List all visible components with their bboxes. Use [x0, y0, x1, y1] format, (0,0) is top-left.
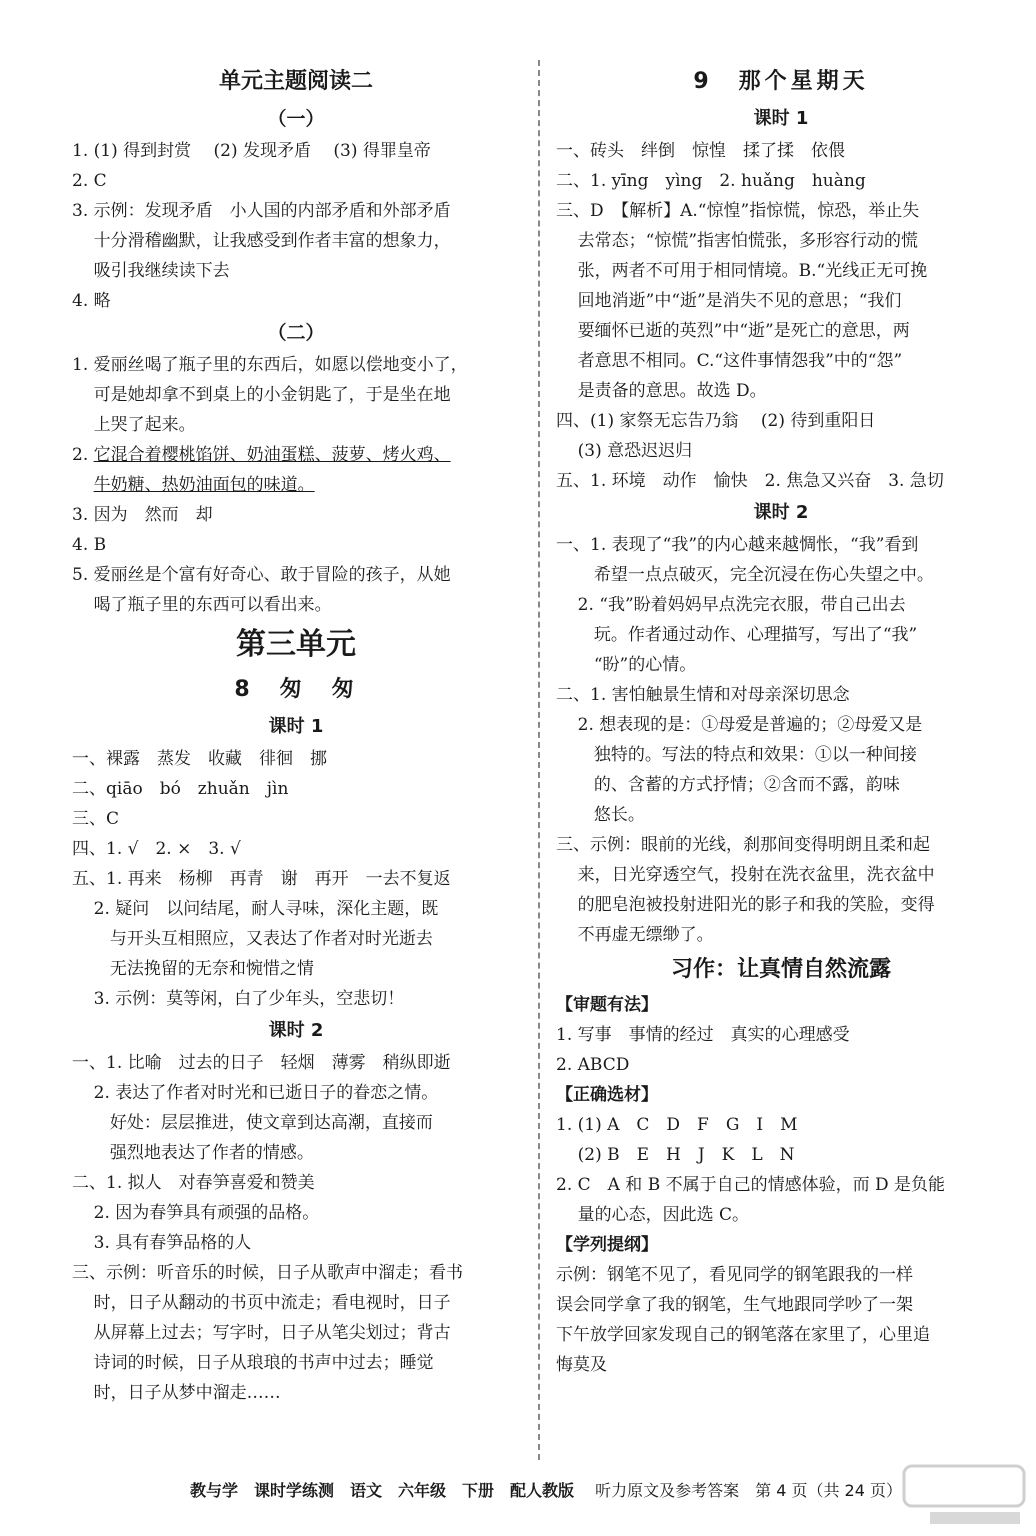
column-divider	[538, 60, 540, 1460]
left-column	[72, 62, 520, 1408]
answer-line: 量的心态，因此选 C。	[556, 1205, 750, 1225]
underlined-answer: 牛奶糖、热奶油面包的味道。	[93, 475, 315, 495]
page-footer	[190, 1478, 902, 1501]
answer-line: 二、1. 害怕触景生情和对母亲深切思念	[556, 685, 850, 705]
answer-line: 上哭了起来。	[72, 415, 196, 435]
answer-line: 悔莫及	[556, 1355, 607, 1375]
answer-line: 4. 略	[72, 291, 111, 311]
answer-line: 1. 爱丽丝喝了瓶子里的东西后，如愿以偿地变小了，	[72, 355, 468, 375]
answer-line: 2. 因为春笋具有顽强的品格。	[72, 1203, 320, 1223]
answer-line: 3. 示例：发现矛盾 小人国的内部矛盾和外部矛盾	[72, 201, 451, 221]
lesson-title: 9 那个星期天	[693, 69, 869, 94]
answer-line: 五、1. 再来 杨柳 再青 谢 再开 一去不复返	[72, 869, 451, 889]
answer-line: 回地消逝”中“逝”是消失不见的意思；“我们	[556, 291, 902, 311]
underlined-answer: 它混合着樱桃馅饼、奶油蛋糕、菠萝、烤火鸡、	[93, 445, 451, 465]
answer-line: 1. (1) 得到封赏 (2) 发现矛盾 (3) 得罪皇帝	[72, 141, 431, 161]
answer-line: 3. 因为 然而 却	[72, 505, 213, 525]
answer-line: 3. 具有春笋品格的人	[72, 1233, 252, 1253]
bracket-section-label: 【学列提纲】	[556, 1235, 658, 1255]
answer-line: 喝了瓶子里的东西可以看出来。	[72, 595, 332, 615]
answer-line: 三、C	[72, 809, 120, 829]
answer-line: 下午放学回家发现自己的钢笔落在家里了，心里追	[556, 1325, 930, 1345]
answer-line: 玩。作者通过动作、心理描写，写出了“我”	[556, 625, 918, 645]
answer-line: 一、1. 表现了“我”的内心越来越惆怅，“我”看到	[556, 535, 919, 555]
answer-line: 示例：钢笔不见了，看见同学的钢笔跟我的一样	[556, 1265, 913, 1285]
answer-line: 时，日子从翻动的书页中流走；看电视时，日子	[72, 1293, 451, 1313]
answer-line: 2. ABCD	[556, 1055, 630, 1075]
answer-line: 4. B	[72, 535, 107, 555]
answer-line: 的、含蓄的方式抒情；②含而不露，韵味	[556, 775, 900, 795]
answer-line: 2. C	[72, 171, 107, 191]
answer-line: 四、1. √ 2. × 3. √	[72, 839, 241, 859]
answer-line	[72, 440, 520, 470]
answer-line: 与开头互相照应，又表达了作者对时光逝去	[72, 929, 433, 949]
answer-line: 5. 爱丽丝是个富有好奇心、敢于冒险的孩子，从她	[72, 565, 451, 585]
answer-line: 一、砖头 绊倒 惊惶 揉了揉 依偎	[556, 141, 845, 161]
answer-line: 独特的。写法的特点和效果：①以一种间接	[556, 745, 917, 765]
answer-line: 时，日子从梦中溜走……	[72, 1383, 281, 1403]
answer-line: 吸引我继续读下去	[72, 261, 230, 281]
answer-line: 1. 写事 事情的经过 真实的心理感受	[556, 1025, 850, 1045]
answer-line: 2. C A 和 B 不属于自己的情感体验，而 D 是负能	[556, 1175, 946, 1195]
answer-line: 五、1. 环境 动作 愉快 2. 焦急又兴奋 3. 急切	[556, 471, 944, 491]
answer-line: 1. (1) A C D F G I M	[556, 1115, 798, 1135]
footer-brand: 教与学 课时学练测 语文 六年级 下册 配人教版	[190, 1481, 575, 1500]
subsection-heading: （一）	[267, 108, 325, 130]
answer-line: 希望一点点破灭，完全沉浸在伤心失望之中。	[556, 565, 934, 585]
answer-prefix: 2.	[72, 445, 94, 465]
lesson-title: 8 匆 匆	[234, 677, 358, 702]
answer-line: 三、示例：听音乐的时候，日子从歌声中溜走；看书	[72, 1263, 463, 1283]
answer-line: 张，两者不可用于相同情境。B.“光线正无可挽	[556, 261, 928, 281]
answer-line: (2) B E H J K L N	[556, 1145, 795, 1165]
answer-line: 可是她却拿不到桌上的小金钥匙了，于是坐在地	[72, 385, 451, 405]
answer-line: 从屏幕上过去；写字时，日子从笔尖划过；背古	[72, 1323, 451, 1343]
answer-line: 三、示例：眼前的光线，刹那间变得明朗且柔和起	[556, 835, 930, 855]
section-heading: 习作：让真情自然流露	[670, 957, 891, 982]
footer-page-info: 听力原文及参考答案 第 4 页（共 24 页）	[595, 1481, 902, 1500]
answer-line: 去常态；“惊慌”指害怕慌张，多形容行动的慌	[556, 231, 919, 251]
watermark-logo-icon	[900, 1462, 1028, 1528]
answer-line: 无法挽留的无奈和惋惜之情	[72, 959, 314, 979]
unit-title: 第三单元	[236, 627, 356, 662]
section-heading: 单元主题阅读二	[218, 69, 373, 94]
answer-line: 2. 表达了作者对时光和已逝日子的眷恋之情。	[72, 1083, 439, 1103]
answer-line: 二、qiāo bó zhuǎn jìn	[72, 779, 289, 799]
answer-line: 是责备的意思。故选 D。	[556, 381, 767, 401]
answer-line: 2. 疑问 以问结尾，耐人寻味，深化主题，既	[72, 899, 439, 919]
subsection-heading: （二）	[267, 322, 325, 344]
answer-line	[72, 470, 520, 500]
class-period-heading: 课时 2	[753, 502, 809, 523]
answer-line: (3) 意恐迟迟归	[556, 441, 693, 461]
answer-line: 要缅怀已逝的英烈”中“逝”是死亡的意思，两	[556, 321, 910, 341]
answer-line: 一、裸露 蒸发 收藏 徘徊 挪	[72, 749, 327, 769]
answer-line: 来，日光穿透空气，投射在洗衣盆里，洗衣盆中	[556, 865, 935, 885]
answer-line: 四、(1) 家祭无忘告乃翁 (2) 待到重阳日	[556, 411, 876, 431]
answer-line: 一、1. 比喻 过去的日子 轻烟 薄雾 稍纵即逝	[72, 1053, 451, 1073]
right-column	[556, 62, 1006, 1380]
bracket-section-label: 【正确选材】	[556, 1085, 658, 1105]
bracket-section-label: 【审题有法】	[556, 995, 658, 1015]
answer-line: 的肥皂泡被投射进阳光的影子和我的笑脸，变得	[556, 895, 935, 915]
answer-line: 2. “我”盼着妈妈早点洗完衣服，带自己出去	[556, 595, 906, 615]
answer-line: 十分滑稽幽默，让我感受到作者丰富的想象力，	[72, 231, 451, 251]
answer-line: 二、1. 拟人 对春笋喜爱和赞美	[72, 1173, 315, 1193]
class-period-heading: 课时 2	[268, 1020, 324, 1041]
answer-line: 误会同学拿了我的钢笔，生气地跟同学吵了一架	[556, 1295, 913, 1315]
class-period-heading: 课时 1	[268, 716, 324, 737]
answer-line: “盼”的心情。	[556, 655, 697, 675]
answer-prefix	[72, 475, 94, 495]
answer-line: 2. 想表现的是：①母爱是普遍的；②母爱又是	[556, 715, 923, 735]
answer-line: 悠长。	[556, 805, 645, 825]
answer-line: 三、D 【解析】A.“惊惶”指惊慌，惊恐，举止失	[556, 201, 920, 221]
answer-line: 不再虚无缥缈了。	[556, 925, 714, 945]
answer-line: 强烈地表达了作者的情感。	[72, 1143, 314, 1163]
answer-line: 二、1. yīng yìng 2. huǎng huàng	[556, 171, 866, 191]
class-period-heading: 课时 1	[753, 108, 809, 129]
answer-line: 诗词的时候，日子从琅琅的书声中过去；睡觉	[72, 1353, 434, 1373]
answer-line: 好处：层层推进，使文章到达高潮，直接而	[72, 1113, 433, 1133]
answer-line: 者意思不相同。C.“这件事情怨我”中的“怨”	[556, 351, 903, 371]
answer-line: 3. 示例：莫等闲，白了少年头，空悲切！	[72, 989, 405, 1009]
